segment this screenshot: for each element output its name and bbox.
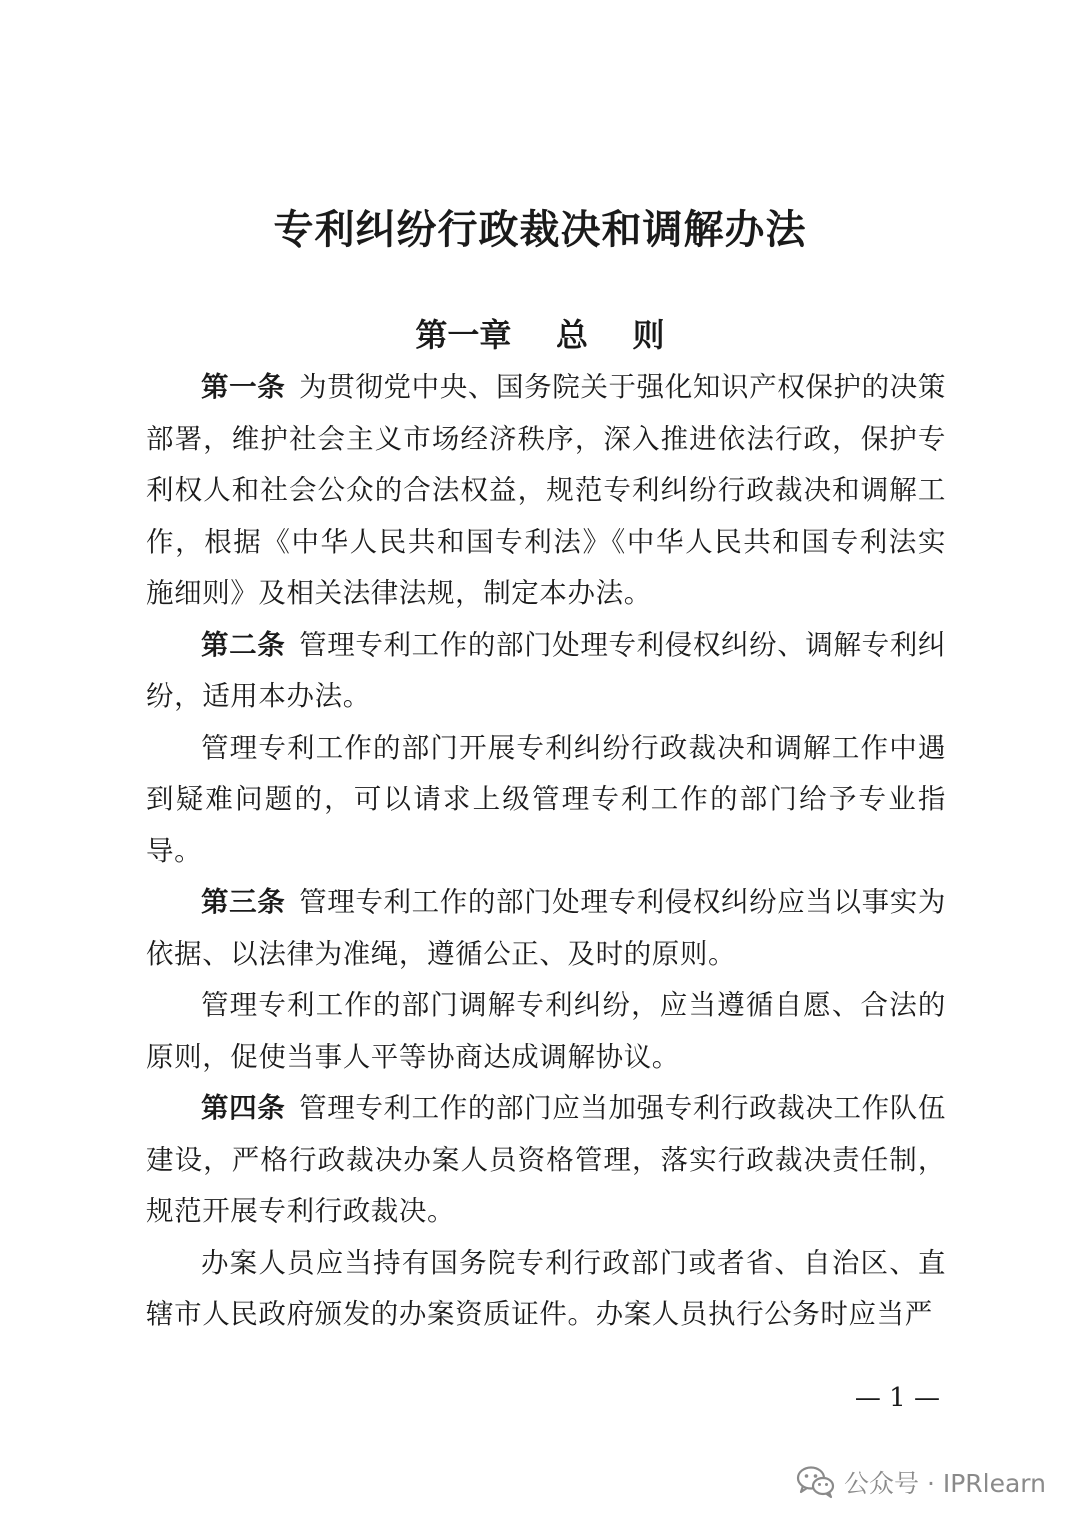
article-3-paragraph	[146, 877, 946, 980]
article-4-paragraph	[146, 1083, 946, 1238]
document-title: 专利纠纷行政裁决和调解办法	[273, 206, 807, 253]
article-label: 第四条	[201, 1092, 286, 1124]
paragraph-text: 管理专利工作的部门调解专利纠纷，应当遵循自愿、合法的原则，促使当事人平等协商达成调解协议。	[146, 989, 946, 1073]
watermark	[796, 1458, 1046, 1506]
page-number: — 1 —	[854, 1383, 940, 1413]
article-label: 第三条	[201, 886, 286, 918]
paragraph-text: 管理专利工作的部门处理专利侵权纠纷、调解专利纠纷，适用本办法。	[146, 628, 946, 712]
article-2-paragraph	[146, 620, 946, 723]
watermark-text: 公众号 · IPRlearn	[844, 1469, 1046, 1498]
paragraph-text: 为贯彻党中央、国务院关于强化知识产权保护的决策部署，维护社会主义市场经济秩序，深入推进依法行政，保护专利权人和社会公众的合法权益，规范专利纠纷行政裁决和调解工作，根据《中华人民共和国专利法》《中华人民共和国专利法实施细则》及相关法律法规，制定本办法。	[146, 371, 946, 609]
article-label: 第一条	[201, 371, 286, 403]
article-1-paragraph	[146, 362, 946, 620]
document-body	[146, 362, 946, 1341]
paragraph-text: 办案人员应当持有国务院专利行政部门或者省、自治区、直辖市人民政府颁发的办案资质证件。办案人员执行公务时应当严	[146, 1246, 946, 1330]
article-4-paragraph-2	[146, 1238, 946, 1341]
paragraph-text: 管理专利工作的部门开展专利纠纷行政裁决和调解工作中遇到疑难问题的，可以请求上级管理专利工作的部门给予专业指导。	[146, 731, 946, 867]
article-2-paragraph-2	[146, 723, 946, 878]
article-3-paragraph-2	[146, 980, 946, 1083]
wechat-icon	[796, 1465, 836, 1499]
article-label: 第二条	[201, 628, 286, 661]
chapter-heading: 第一章 总 则	[415, 316, 665, 354]
paragraph-text: 管理专利工作的部门应当加强专利行政裁决工作队伍建设，严格行政裁决办案人员资格管理，落实行政裁决责任制，规范开展专利行政裁决。	[146, 1092, 946, 1227]
paragraph-text: 管理专利工作的部门处理专利侵权纠纷应当以事实为依据、以法律为准绳，遵循公正、及时的原则。	[146, 886, 946, 970]
